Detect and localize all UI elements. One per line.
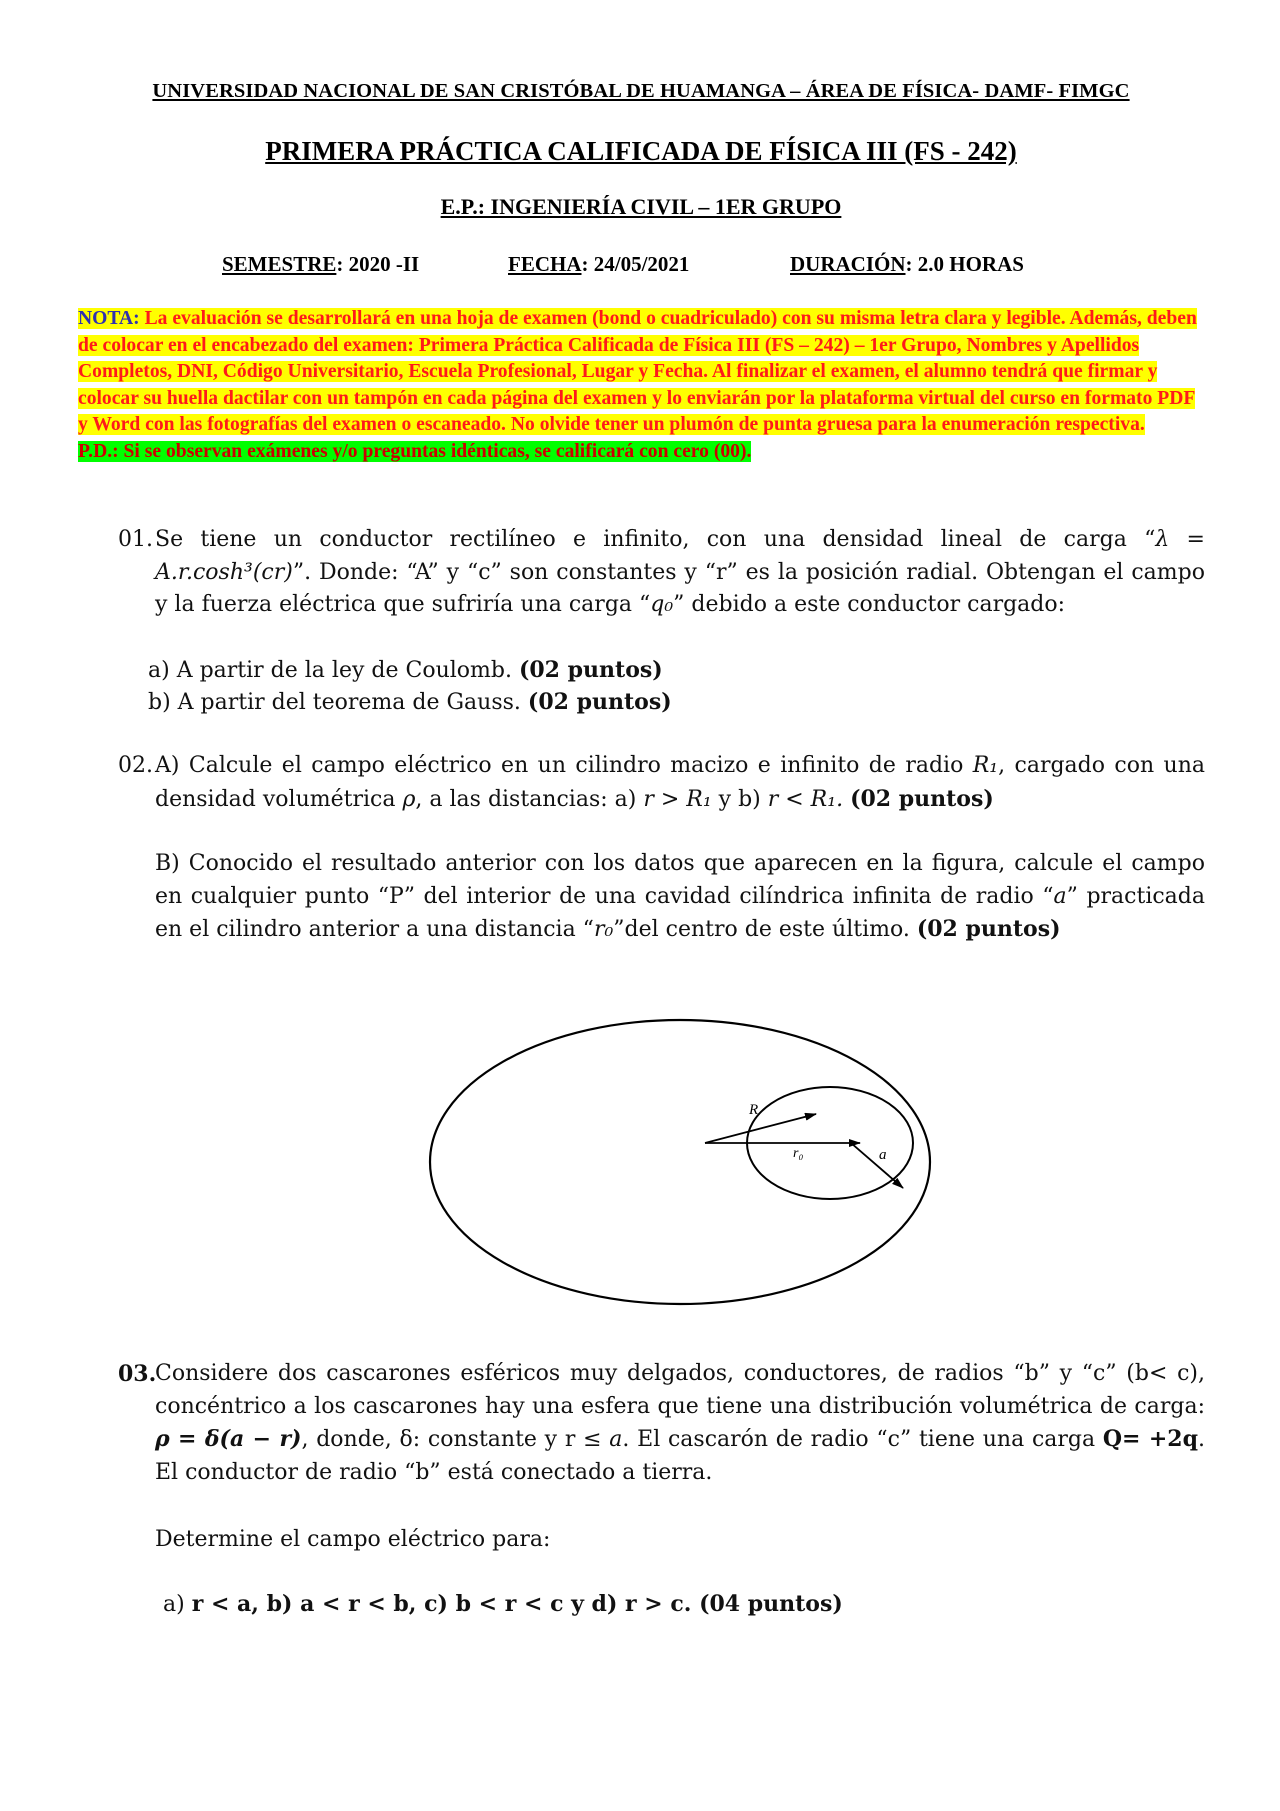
q3-items-list: r < a, b) a < r < b, c) b < r < c y d) r > c. (04 puntos) xyxy=(191,1591,843,1617)
q2-a-text-1: A) Calcule el campo eléctrico en un cilindro macizo e infinito de radio xyxy=(155,753,973,778)
q2-b-points: (02 puntos) xyxy=(916,916,1061,942)
question-2-part-a xyxy=(155,750,1205,816)
university-header: UNIVERSIDAD NACIONAL DE SAN CRISTÓBAL DE HUAMANGA – ÁREA DE FÍSICA- DAMF- FIMGC xyxy=(152,80,1130,102)
date-value: : 24/05/2021 xyxy=(581,252,690,276)
q1-item-b-points: (02 puntos) xyxy=(527,689,672,715)
pd-note: P.D.: Si se observan exámenes y/o preguntas idénticas, se calificará con cero (00). xyxy=(78,440,752,462)
semester-label: SEMESTRE xyxy=(222,252,337,276)
q3-text-d: . El conductor de radio “b” está conectado a tierra. xyxy=(155,1427,1205,1485)
outer-cylinder-ellipse xyxy=(430,1020,930,1304)
a-arrow xyxy=(851,1143,903,1188)
program-line: E.P.: INGENIERÍA CIVIL – 1ER GRUPO xyxy=(440,194,842,219)
q3-determine: Determine el campo eléctrico para: xyxy=(155,1527,551,1552)
q1-text-b: ”. Donde: “A” y “c” son constantes y “r” es la posición radial. Obtengan el campo y la fuerza eléctrica que sufriría una carga “ xyxy=(155,559,1205,617)
q1-item-b-text: b) A partir del teorema de Gauss. xyxy=(148,690,521,715)
question-number: 03. xyxy=(118,1361,157,1387)
cavity-radius: a xyxy=(1053,883,1067,909)
q2-a-text-4: y b) xyxy=(711,786,768,812)
linear-density-formula: λ = A.r.cosh³(cr) xyxy=(155,527,1205,585)
date-field xyxy=(508,252,689,277)
exam-title: PRIMERA PRÁCTICA CALIFICADA DE FÍSICA III (FS - 242) xyxy=(265,136,1017,166)
shell-charge: Q= +2q xyxy=(1102,1426,1198,1452)
radius-r1: R₁ xyxy=(972,753,999,778)
radius-R-arrow xyxy=(705,1114,816,1143)
q2-b-text-2: ” practicada en el cilindro anterior a una distancia “ xyxy=(155,883,1205,942)
q3-text-c: . El cascarón de radio “c” tiene una carga xyxy=(622,1427,1103,1452)
label-R: R xyxy=(749,1102,759,1118)
test-charge: q₀ xyxy=(650,592,674,617)
semester-field xyxy=(222,252,419,277)
q1-text-a: Se tiene un conductor rectilíneo e infinito, con una densidad lineal de carga “ xyxy=(155,527,1156,552)
condition-outside: r > R₁ xyxy=(643,786,712,812)
rho-symbol: ρ xyxy=(402,786,416,812)
question-number: 02. xyxy=(118,753,153,778)
duration-label: DURACIÓN xyxy=(790,252,906,276)
q3-text-a: Considere dos cascarones esféricos muy delgados, conductores, de radios “b” y “c” (b< c), concéntrico a los cascarones hay una esfera que tiene una distribución volumétrica de carga: xyxy=(155,1361,1205,1419)
question-1-text xyxy=(155,524,1205,622)
q2-a-text-2: , cargado con una densidad volumétrica xyxy=(155,753,1205,812)
sphere-radius: a xyxy=(609,1427,623,1452)
q2-a-text-3: , a las distancias: a) xyxy=(415,786,644,812)
semester-value: : 2020 -II xyxy=(336,252,420,276)
nota-block xyxy=(78,306,1208,465)
q3-items xyxy=(163,1588,843,1622)
q2-b-text-1: B) Conocido el resultado anterior con los datos que aparecen en la figura, calcule el campo en cualquier punto “P” del interior de una cavidad cilíndrica infinita de radio “ xyxy=(155,851,1205,909)
q1-item-a xyxy=(148,654,663,688)
label-a: a xyxy=(879,1147,887,1163)
q2-b-text-3: ”del centro de este último. xyxy=(613,917,910,942)
question-number: 01. xyxy=(118,527,153,552)
nota-label: NOTA: xyxy=(78,308,140,329)
q1-text-c: ” debido a este conductor cargado: xyxy=(673,592,1066,617)
duration-field xyxy=(790,252,1024,277)
label-r0: r₀ xyxy=(793,1146,804,1161)
q3-text-b: , donde, δ: constante y r ≤ xyxy=(301,1427,610,1452)
condition-inside: r < R₁. xyxy=(767,786,844,812)
date-label: FECHA xyxy=(508,252,582,276)
nota-text: La evaluación se desarrollará en una hoja de examen (bond o cuadriculado) con su misma letra clara y legible. Además, deben de colocar en el encabezado del examen: Primera Práctica Calificada de Física III (FS – 242) – 1er Grupo, Nombres y Apellidos Completos, DNI, Código Universitario, Escuela Profesional, Lugar y Fecha. Al finalizar el examen, el alumno tendrá que firmar y colocar su huella dactilar con un tampón en cada página del examen y lo enviarán por la plataforma virtual del curso en formato PDF y Word con las fotografías del examen o escaneado. No olvide tener un plumón de punta gruesa para la enumeración respectiva. xyxy=(78,308,1197,435)
cylinder-cavity-figure xyxy=(420,1010,940,1310)
q1-item-a-points: (02 puntos) xyxy=(518,657,663,683)
charge-density-formula: ρ = δ(a − r) xyxy=(155,1426,302,1452)
question-3-text xyxy=(155,1358,1205,1489)
duration-value: : 2.0 HORAS xyxy=(905,252,1024,276)
q1-item-a-text: a) A partir de la ley de Coulomb. xyxy=(148,658,512,683)
question-2-part-b xyxy=(155,848,1205,947)
cavity-distance: r₀ xyxy=(593,917,614,942)
q2-a-points: (02 puntos) xyxy=(850,785,994,812)
q1-item-b xyxy=(148,686,672,720)
q3-items-prefix: a) xyxy=(163,1592,192,1617)
